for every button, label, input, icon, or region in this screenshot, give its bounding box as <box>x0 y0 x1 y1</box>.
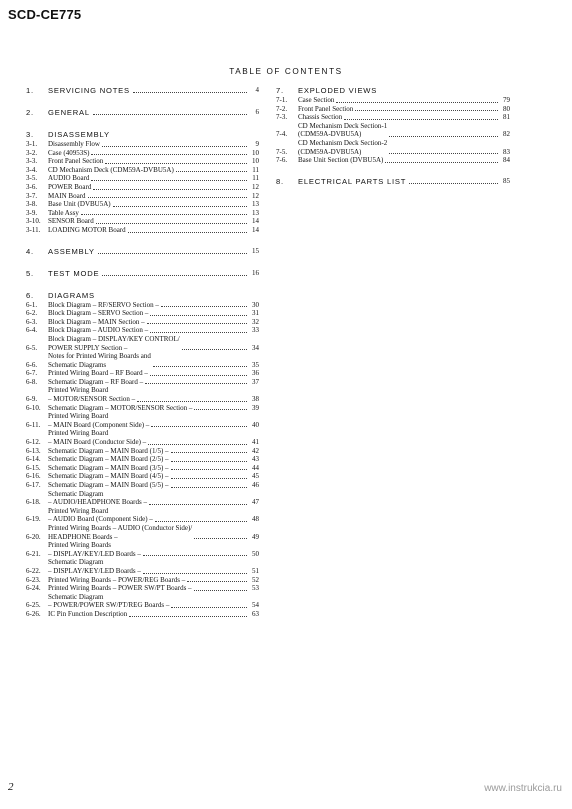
entry-page: 54 <box>252 601 259 610</box>
entry-page: 82 <box>503 130 510 139</box>
dot-leader <box>143 573 247 574</box>
entry-page: 49 <box>252 532 259 541</box>
toc-entry[interactable] <box>276 96 510 105</box>
entry-number: 3-9. <box>26 208 38 217</box>
entry-page: 42 <box>252 446 259 455</box>
entry-number: 3-4. <box>26 165 38 174</box>
dot-leader <box>91 154 247 155</box>
entry-title: CD Mechanism Deck Section-1 (CDM59A-DVBU5A) <box>298 121 388 139</box>
entry-page: 80 <box>503 104 510 113</box>
section-title: TEST MODE <box>48 268 100 278</box>
dot-leader <box>93 189 247 190</box>
toc-entry[interactable] <box>26 183 259 192</box>
toc-entry[interactable] <box>26 335 259 352</box>
dot-leader <box>171 487 247 488</box>
section-page: 85 <box>503 176 510 185</box>
entry-number: 6-11. <box>26 420 41 429</box>
dot-leader <box>409 183 498 184</box>
entry-title: LOADING MOTOR Board <box>48 225 126 234</box>
entry-page: 10 <box>252 148 259 157</box>
dot-leader <box>143 555 247 556</box>
toc-entry[interactable] <box>26 301 259 310</box>
entry-number: 6-2. <box>26 309 38 318</box>
toc-entry[interactable] <box>276 113 510 122</box>
section-title: ASSEMBLY <box>48 246 95 256</box>
section-heading[interactable] <box>26 290 259 301</box>
toc-entry[interactable] <box>26 174 259 183</box>
section-page: 16 <box>252 268 259 277</box>
entry-number: 6-19. <box>26 515 41 524</box>
entry-number: 6-1. <box>26 300 38 309</box>
entry-page: 12 <box>252 182 259 191</box>
entry-number: 6-4. <box>26 326 38 335</box>
toc-section <box>26 107 259 118</box>
entry-number: 6-21. <box>26 549 41 558</box>
toc-entry[interactable] <box>26 429 259 446</box>
toc-section <box>276 176 510 187</box>
dot-leader <box>149 504 247 505</box>
entry-title: Table Assy <box>48 208 79 217</box>
entry-title: Base Unit (DVBU5A) <box>48 200 111 209</box>
entry-page: 81 <box>503 113 510 122</box>
toc-entry[interactable] <box>26 378 259 387</box>
section-number: 2. <box>26 108 34 117</box>
dot-leader <box>171 478 247 479</box>
toc-entry[interactable] <box>26 455 259 464</box>
dot-leader <box>96 223 247 224</box>
entry-number: 6-20. <box>26 532 41 541</box>
entry-page: 39 <box>252 403 259 412</box>
entry-title: Printed Wiring Boards – AUDIO (Conductor Side)/ HEADPHONE Boards – <box>48 523 193 541</box>
entry-title: Block Diagram – RF/SERVO Section – <box>48 300 159 309</box>
entry-number: 6-25. <box>26 601 41 610</box>
entry-title: Notes for Printed Wiring Boards and Schematic Diagrams <box>48 352 151 369</box>
entry-title: Printed Wiring Boards – POWER SW/PT Boards – <box>48 584 192 593</box>
toc-left-column <box>26 85 259 630</box>
dot-leader <box>171 461 247 462</box>
entry-page: 53 <box>252 584 259 593</box>
dot-leader <box>150 315 247 316</box>
toc-entry[interactable] <box>26 149 259 158</box>
toc-entry[interactable] <box>26 309 259 318</box>
dot-leader <box>98 253 247 254</box>
entry-title: Case (40953S) <box>48 148 90 157</box>
section-title: SERVICING NOTES <box>48 86 130 95</box>
toc-entry[interactable] <box>26 192 259 201</box>
section-title: EXPLODED VIEWS <box>298 86 378 95</box>
section-title: ELECTRICAL PARTS LIST <box>298 176 407 186</box>
entry-title: Schematic Diagram – MAIN Board (2/5) – <box>48 455 169 464</box>
section-title: DISASSEMBLY <box>48 130 110 139</box>
entry-page: 83 <box>503 147 510 156</box>
entry-page: 11 <box>252 165 259 174</box>
entry-number: 6-9. <box>26 395 38 404</box>
entry-number: 7-1. <box>276 96 288 104</box>
section-number: 8. <box>276 176 284 186</box>
toc-entry[interactable] <box>26 326 259 335</box>
section-number: 1. <box>26 86 34 95</box>
section-page: 15 <box>252 246 259 255</box>
toc-section <box>26 290 259 619</box>
dot-leader <box>102 275 247 276</box>
section-number: 3. <box>26 130 34 139</box>
entry-title: CD Mechanism Deck (CDM59A-DVBU5A) <box>48 165 174 174</box>
dot-leader <box>150 375 247 376</box>
entry-page: 50 <box>252 549 259 558</box>
entry-page: 33 <box>252 326 259 335</box>
entry-number: 3-6. <box>26 182 38 191</box>
entry-title: Front Panel Section <box>298 104 354 113</box>
entry-number: 7-6. <box>276 156 288 165</box>
entry-title: POWER Board <box>48 182 92 191</box>
entry-number: 3-2. <box>26 148 38 157</box>
entry-title: Block Diagram – AUDIO Section – <box>48 326 149 335</box>
dot-leader <box>385 162 498 163</box>
toc-entry[interactable] <box>276 105 510 114</box>
section-heading[interactable] <box>276 176 510 187</box>
toc-entry[interactable] <box>26 369 259 378</box>
dot-leader <box>194 538 247 539</box>
entry-title: Printed Wiring Board – MOTOR/SENSOR Section – <box>48 386 136 404</box>
dot-leader <box>102 146 247 147</box>
toc-entry[interactable] <box>26 352 259 369</box>
toc-section <box>276 85 510 165</box>
entry-number: 7-3. <box>276 113 288 122</box>
entry-number: 6-24. <box>26 584 41 593</box>
toc-entry[interactable] <box>26 524 259 541</box>
toc-right-column <box>276 85 510 198</box>
entry-number: 6-18. <box>26 498 41 507</box>
entry-number: 6-6. <box>26 360 38 369</box>
entry-number: 6-10. <box>26 403 41 412</box>
section-number: 7. <box>276 86 284 95</box>
toc-entry[interactable] <box>26 200 259 209</box>
dot-leader <box>194 409 247 410</box>
toc-entry[interactable] <box>26 593 259 610</box>
entry-page: 46 <box>252 481 259 489</box>
entry-number: 6-23. <box>26 575 41 584</box>
entry-title: Front Panel Section <box>48 157 104 166</box>
entry-title: Printed Wiring Board – MAIN Board (Conductor Side) – <box>48 429 147 447</box>
entry-number: 3-10. <box>26 217 41 226</box>
dot-leader <box>344 119 498 120</box>
entry-page: 47 <box>252 498 259 507</box>
toc-entry[interactable] <box>26 157 259 166</box>
entry-number: 3-7. <box>26 191 38 200</box>
dot-leader <box>128 232 247 233</box>
dot-leader <box>88 197 247 198</box>
entry-number: 3-3. <box>26 157 38 166</box>
entry-number: 6-22. <box>26 566 41 575</box>
toc-entry[interactable] <box>26 481 259 490</box>
entry-page: 43 <box>252 455 259 464</box>
dot-leader <box>105 163 247 164</box>
toc-entry[interactable] <box>26 318 259 327</box>
toc-entry[interactable] <box>26 404 259 413</box>
entry-title: Block Diagram – DISPLAY/KEY CONTROL/ POWER SUPPLY Section – <box>48 334 180 352</box>
entry-page: 13 <box>252 208 259 217</box>
entry-title: Schematic Diagram – POWER/POWER SW/PT/REG Boards – <box>48 592 170 610</box>
toc-entry[interactable] <box>26 584 259 593</box>
entry-page: 79 <box>503 96 510 104</box>
toc-entry[interactable] <box>276 122 510 139</box>
entry-title: Disassembly Flow <box>48 140 100 148</box>
toc-entry[interactable] <box>26 209 259 218</box>
dot-leader <box>187 581 247 582</box>
entry-number: 7-4. <box>276 130 288 139</box>
entry-page: 36 <box>252 369 259 378</box>
dot-leader <box>182 349 247 350</box>
entry-title: Printed Wiring Board – AUDIO Board (Component Side) – <box>48 506 153 524</box>
entry-title: CD Mechanism Deck Section-2 (CDM59A-DVBU5A) <box>298 138 388 156</box>
dot-leader <box>129 616 247 617</box>
dot-leader <box>148 444 247 445</box>
entry-title: SENSOR Board <box>48 217 94 226</box>
entry-number: 6-3. <box>26 317 38 326</box>
dot-leader <box>171 452 247 453</box>
entry-page: 10 <box>252 157 259 166</box>
entry-title: Printed Wiring Board – RF Board – <box>48 369 148 378</box>
dot-leader <box>389 153 498 154</box>
entry-title: Schematic Diagram – MAIN Board (5/5) – <box>48 481 169 489</box>
dot-leader <box>176 171 247 172</box>
section-number: 6. <box>26 290 34 300</box>
entry-title: MAIN Board <box>48 191 86 200</box>
dot-leader <box>171 607 247 608</box>
dot-leader <box>151 426 247 427</box>
entry-title: Schematic Diagram – MAIN Board (4/5) – <box>48 472 169 481</box>
entry-page: 45 <box>252 472 259 481</box>
section-title: GENERAL <box>48 108 90 117</box>
section-heading[interactable] <box>26 246 259 257</box>
entry-page: 52 <box>252 575 259 584</box>
dot-leader <box>336 102 498 103</box>
entry-page: 9 <box>255 140 259 148</box>
toc-entry[interactable] <box>26 490 259 507</box>
entry-number: 3-5. <box>26 174 38 183</box>
toc-section <box>26 268 259 279</box>
watermark: www.instrukcia.ru <box>484 783 562 794</box>
entry-title: Schematic Diagram – MAIN Board (1/5) – <box>48 446 169 455</box>
section-heading[interactable] <box>26 107 259 118</box>
section-page: 4 <box>255 86 259 94</box>
entry-page: 35 <box>252 360 259 369</box>
entry-title: Schematic Diagram – DISPLAY/KEY/LED Boards – <box>48 558 141 575</box>
toc-section <box>26 246 259 257</box>
section-heading[interactable] <box>276 85 510 96</box>
section-heading[interactable] <box>26 129 259 140</box>
entry-page: 14 <box>252 225 259 234</box>
toc-entry[interactable] <box>26 541 259 558</box>
section-page: 6 <box>255 108 259 116</box>
entry-page: 13 <box>252 200 259 209</box>
toc-entry[interactable] <box>26 507 259 524</box>
entry-number: 3-11. <box>26 225 41 234</box>
entry-number: 6-17. <box>26 481 41 489</box>
entry-number: 6-15. <box>26 463 41 472</box>
dot-leader <box>91 180 247 181</box>
entry-title: Printed Wiring Boards – POWER/REG Boards – <box>48 575 186 584</box>
entry-title: Schematic Diagram – AUDIO/HEADPHONE Boards – <box>48 489 147 507</box>
section-heading[interactable] <box>26 85 259 96</box>
toc-entry[interactable] <box>26 576 259 585</box>
entry-number: 3-8. <box>26 200 38 209</box>
dot-leader <box>171 469 247 470</box>
toc-entry[interactable] <box>26 464 259 473</box>
toc-entry[interactable] <box>26 386 259 403</box>
entry-page: 63 <box>252 609 259 618</box>
entry-title: Printed Wiring Boards – DISPLAY/KEY/LED Boards – <box>48 541 141 558</box>
entry-title: Base Unit Section (DVBU5A) <box>298 156 384 165</box>
dot-leader <box>113 206 247 207</box>
entry-title: Block Diagram – MAIN Section – <box>48 317 145 326</box>
entry-number: 6-7. <box>26 369 38 378</box>
dot-leader <box>147 323 247 324</box>
dot-leader <box>153 366 247 367</box>
entry-title: Schematic Diagram – MOTOR/SENSOR Section – <box>48 403 193 412</box>
dot-leader <box>355 110 498 111</box>
entry-title: Case Section <box>298 96 335 104</box>
entry-title: Block Diagram – SERVO Section – <box>48 309 149 318</box>
entry-number: 6-13. <box>26 446 41 455</box>
dot-leader <box>155 521 247 522</box>
dot-leader <box>137 401 247 402</box>
entry-number: 6-8. <box>26 377 38 386</box>
dot-leader <box>145 383 247 384</box>
toc-entry[interactable] <box>26 217 259 226</box>
entry-page: 12 <box>252 191 259 200</box>
entry-number: 6-16. <box>26 472 41 481</box>
page-number: 2 <box>8 781 14 793</box>
entry-title: Chassis Section <box>298 113 343 122</box>
entry-number: 6-26. <box>26 609 41 618</box>
entry-page: 34 <box>252 343 259 352</box>
section-title: DIAGRAMS <box>48 290 95 300</box>
toc-entry[interactable] <box>26 472 259 481</box>
entry-page: 38 <box>252 395 259 404</box>
toc-entry[interactable] <box>276 139 510 156</box>
entry-number: 6-14. <box>26 455 41 464</box>
toc-entry[interactable] <box>26 226 259 235</box>
entry-page: 40 <box>252 420 259 429</box>
entry-page: 48 <box>252 515 259 524</box>
entry-page: 31 <box>252 309 259 318</box>
toc-section <box>26 85 259 96</box>
toc-entry[interactable] <box>276 156 510 165</box>
entry-page: 41 <box>252 438 259 447</box>
toc-entry[interactable] <box>26 610 259 619</box>
toc-entry[interactable] <box>26 166 259 175</box>
dot-leader <box>93 114 247 115</box>
entry-number: 6-12. <box>26 438 41 447</box>
entry-number: 3-1. <box>26 140 38 148</box>
entry-page: 37 <box>252 377 259 386</box>
entry-page: 30 <box>252 300 259 309</box>
entry-title: AUDIO Board <box>48 174 90 183</box>
dot-leader <box>81 214 247 215</box>
section-number: 5. <box>26 268 34 278</box>
entry-page: 51 <box>252 566 259 575</box>
entry-title: Schematic Diagram – MAIN Board (3/5) – <box>48 463 169 472</box>
entry-page: 32 <box>252 317 259 326</box>
section-heading[interactable] <box>26 268 259 279</box>
dot-leader <box>194 590 247 591</box>
toc-entry[interactable] <box>26 412 259 429</box>
toc-entry[interactable] <box>26 558 259 575</box>
entry-title: Schematic Diagram – RF Board – <box>48 377 144 386</box>
entry-title: Printed Wiring Board – MAIN Board (Component Side) – <box>48 412 150 429</box>
entry-page: 11 <box>252 174 259 183</box>
model-number: SCD-CE775 <box>8 7 82 22</box>
entry-title: IC Pin Function Description <box>48 609 128 618</box>
entry-page: 84 <box>503 156 510 165</box>
toc-entry[interactable] <box>26 447 259 456</box>
entry-page: 14 <box>252 217 259 226</box>
entry-number: 7-2. <box>276 104 288 113</box>
dot-leader <box>389 136 498 137</box>
toc-section <box>26 129 259 235</box>
entry-number: 6-5. <box>26 343 38 352</box>
toc-title: TABLE OF CONTENTS <box>229 67 343 76</box>
dot-leader <box>161 306 247 307</box>
toc-entry[interactable] <box>26 140 259 149</box>
dot-leader <box>150 332 247 333</box>
entry-page: 44 <box>252 463 259 472</box>
section-number: 4. <box>26 246 34 256</box>
entry-number: 7-5. <box>276 147 288 156</box>
dot-leader <box>133 92 247 93</box>
